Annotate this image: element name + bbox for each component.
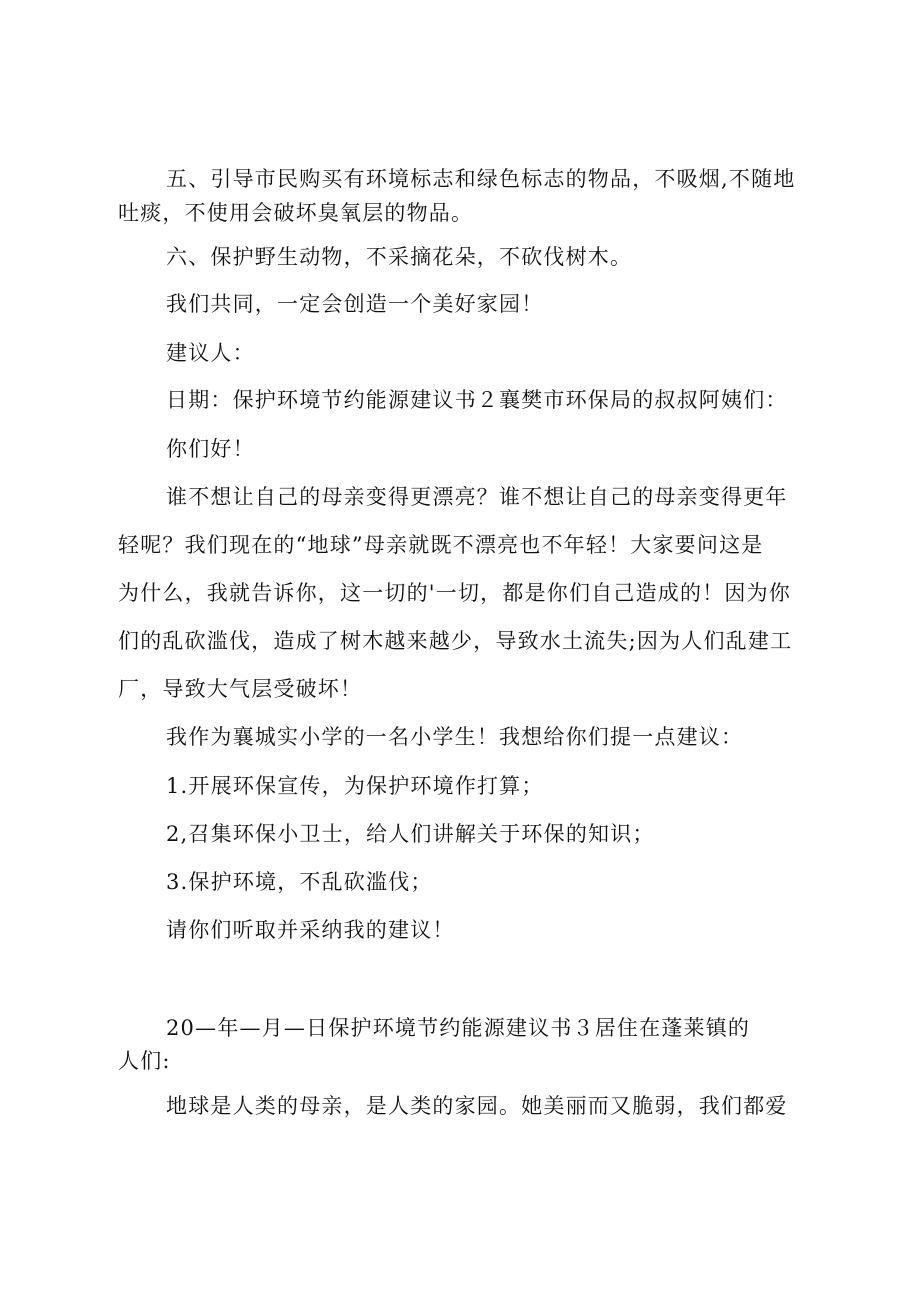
- paragraph-earth: 地球是人类的母亲，是人类的家园。她美丽而又脆弱，我们都爱: [166, 1094, 788, 1118]
- paragraph-question-line-3: 为什么，我就告诉你，这一切的'一切，都是你们自己造成的！因为你: [118, 581, 791, 605]
- paragraph-student: 我作为襄城实小学的一名小学生！我想给你们提一点建议：: [166, 725, 744, 749]
- list-item-2: 2,召集环保小卫士，给人们讲解关于环保的知识；: [166, 822, 655, 846]
- list-item-3: 3.保护环境，不乱砍滥伐；: [166, 870, 433, 894]
- paragraph-question-line-5: 厂，导致大气层受破坏！: [118, 677, 363, 701]
- paragraph-request: 请你们听取并采纳我的建议！: [166, 918, 455, 942]
- heading-three-line-1: 20—年—月—日保护环境节约能源建议书３居住在蓬莱镇的: [166, 1016, 751, 1040]
- list-item-1: 1.开展环保宣传，为保护环境作打算；: [166, 774, 544, 798]
- paragraph-six: 六、保护野生动物，不采摘花朵，不砍伐树木。: [166, 245, 633, 269]
- heading-three-line-2: 人们:: [118, 1049, 171, 1073]
- paragraph-five-line-1: 五、引导市民购买有环境标志和绿色标志的物品，不吸烟,不随地: [166, 167, 796, 191]
- paragraph-date: 日期：保护环境节约能源建议书２襄樊市环保局的叔叔阿姨们：: [166, 388, 788, 412]
- paragraph-together: 我们共同，一定会创造一个美好家园！: [166, 292, 544, 316]
- paragraph-greeting: 你们好！: [166, 437, 255, 461]
- paragraph-question-line-1: 谁不想让自己的母亲变得更漂亮？谁不想让自己的母亲变得更年: [166, 485, 788, 509]
- paragraph-five-line-2: 吐痰，不使用会破坏臭氧层的物品。: [118, 201, 474, 225]
- paragraph-proposer: 建议人：: [166, 341, 255, 365]
- paragraph-question-line-2: 轻呢？我们现在的“地球”母亲就既不漂亮也不年轻！大家要问这是: [118, 533, 764, 557]
- paragraph-question-line-4: 们的乱砍滥伐，造成了树木越来越少，导致水土流失;因为人们乱建工: [118, 629, 793, 653]
